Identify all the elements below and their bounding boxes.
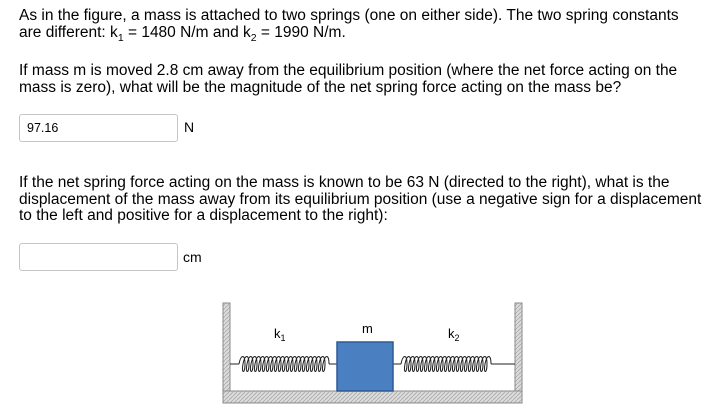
mass-block <box>337 342 393 391</box>
mass-label: m <box>362 321 373 336</box>
intro-line1: As in the figure, a mass is attached to two springs (one on either side). The two spring constants <box>19 7 679 24</box>
floor <box>223 391 522 403</box>
intro-line2-prefix: are different: k <box>19 23 118 41</box>
question-displacement: If the net spring force acting on the mass is known to be 63 N (directed to the right), what is the displacement of the mass away from its equilibrium position (use a negative sign for a displacement to the left and positive for a displacement to the right): <box>19 174 702 224</box>
intro-line2-mid: = 1480 N/m and k <box>123 23 251 41</box>
displacement-answer-input[interactable] <box>19 243 178 271</box>
left-wall <box>223 303 230 393</box>
question-intro <box>19 8 709 42</box>
force-answer-input[interactable] <box>19 114 178 142</box>
k1-subscript: 1 <box>117 31 124 44</box>
displacement-unit: cm <box>183 249 202 265</box>
left-spring <box>230 357 337 372</box>
spring1-label: $k_1$ <box>274 326 286 343</box>
right-wall <box>515 303 522 393</box>
intro-line2-suffix: = 1990 N/m. <box>256 23 346 41</box>
question-force: If mass m is moved 2.8 cm away from the equilibrium position (where the net force acting on the mass is zero), what will be the magnitude of the net spring force acting on the mass be? <box>19 62 678 96</box>
spring2-label: $k_2$ <box>448 326 460 343</box>
force-unit: N <box>184 119 195 135</box>
spring-mass-figure <box>221 300 526 410</box>
right-spring <box>393 357 515 372</box>
k2-subscript: 2 <box>250 31 257 44</box>
